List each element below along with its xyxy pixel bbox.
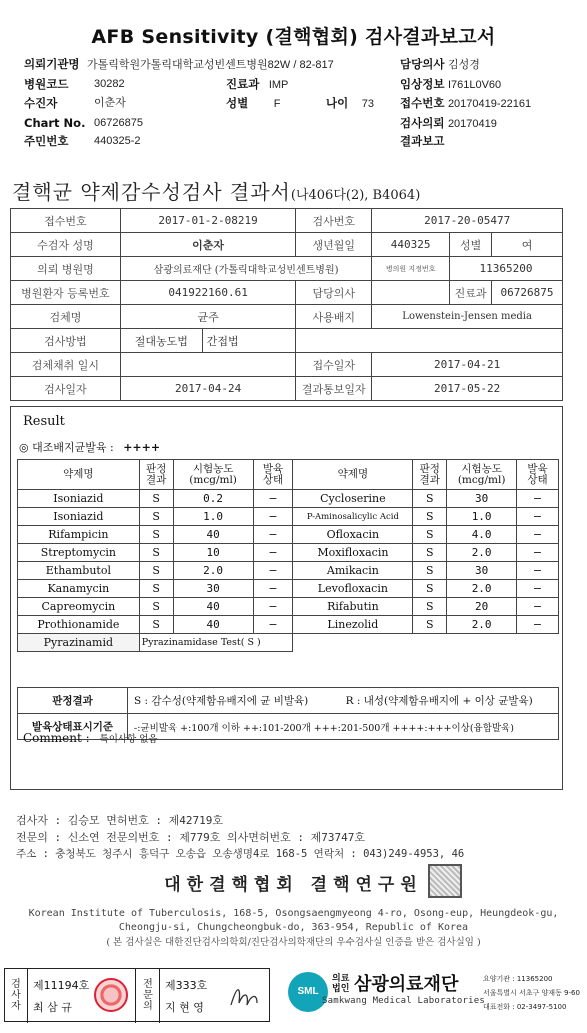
table-row (18, 562, 559, 580)
table-row (18, 526, 559, 544)
cell-label: 결과통보일자 (296, 377, 372, 401)
cell-method-2: 간접법 (202, 329, 296, 353)
drug-name: Ethambutol (18, 562, 140, 580)
org-contact (483, 972, 580, 1014)
header-drug: 약제명 (293, 460, 413, 490)
drug-result: S (413, 616, 447, 634)
specialist-license: 제333호 (165, 979, 208, 992)
drug-concentration: 2.0 (447, 580, 517, 598)
cell-label: 수검자 성명 (11, 233, 121, 257)
result-heading: Result (23, 414, 65, 429)
table-row (18, 598, 559, 616)
institute-seal (428, 864, 462, 898)
cell-hospital: 삼광의료재단 (가톨릭대학교성빈센트병원) (120, 257, 371, 281)
cell-label: 담당의사 (296, 281, 372, 305)
certification-note: ( 본 검사실은 대한진단검사의학회/진단검사의학재단의 우수검사실 인증을 받은 검사실임 ) (106, 937, 481, 948)
institute-name: 대한결핵협회 결핵연구원 (164, 875, 423, 895)
drug-result: S (413, 598, 447, 616)
cell-media: Lowenstein-Jensen media (372, 305, 563, 329)
drug-name: Kanamycin (18, 580, 140, 598)
org-address: 서울특별시 서초구 양재동 9-60 (483, 989, 580, 997)
label-hospital-code: 병원코드 (24, 77, 69, 91)
label-sex: 성별 (226, 96, 249, 110)
drug-result: S (413, 544, 447, 562)
cell-label: 생년월일 (296, 233, 372, 257)
cell-report: 2017-05-22 (372, 377, 563, 401)
examiner-license: 제11194호 (33, 979, 90, 992)
drug-rows (18, 490, 559, 652)
label-requesting-institution: 의뢰기관명 (24, 57, 80, 71)
drug-concentration: 40 (173, 598, 253, 616)
hospital-code: 30282 (94, 78, 125, 90)
drug-growth: − (253, 490, 293, 508)
drug-result: S (413, 490, 447, 508)
drug-growth: − (253, 526, 293, 544)
drug-name: Isoniazid (18, 490, 140, 508)
cell-label: 접수번호 (11, 209, 121, 233)
cell-label: 성별 (450, 233, 492, 257)
header-drug: 약제명 (18, 460, 140, 490)
pyrazinamidase-test: Pyrazinamidase Test( S ) (139, 634, 293, 652)
info-row-5-right (400, 134, 444, 149)
info-row-2-right (400, 77, 501, 92)
table-row (18, 508, 559, 526)
judge-s: S : 감수성(약제함유배지에 균 비발육) (134, 695, 309, 707)
header-judge: 판정 결과 (413, 460, 447, 490)
drug-name: Levofloxacin (293, 580, 413, 598)
empty-cell (293, 634, 559, 652)
growth-label: 발육상태표시기준 (18, 714, 128, 740)
patient-info-table (10, 208, 563, 401)
drug-growth: − (253, 616, 293, 634)
cell-label: 검체채취 일시 (11, 353, 121, 377)
label-receipt-no: 접수번호 (400, 96, 445, 110)
cell-label: 검사번호 (296, 209, 372, 233)
judge-r: R : 내성(약제함유배지에 + 이상 균발육) (345, 695, 533, 707)
header-growth: 발육 상태 (253, 460, 293, 490)
header-judge: 판정 결과 (139, 460, 173, 490)
table-row (18, 616, 559, 634)
resident-no: 440325-2 (94, 135, 141, 147)
cell-dob: 440325 (372, 233, 450, 257)
cell-label: 병원환자 등록번호 (11, 281, 121, 305)
drug-name: Moxifloxacin (293, 544, 413, 562)
cell-test: 2017-04-24 (120, 377, 295, 401)
drug-name: Streptomycin (18, 544, 140, 562)
table-row (18, 580, 559, 598)
drug-concentration: 0.2 (173, 490, 253, 508)
drug-growth: − (253, 508, 293, 526)
header-growth: 발육 상태 (517, 460, 559, 490)
drug-name: Capreomycin (18, 598, 140, 616)
drug-concentration: 10 (173, 544, 253, 562)
drug-result: S (413, 526, 447, 544)
cell-label: 의뢰 병원명 (11, 257, 121, 281)
dept: IMP (268, 79, 289, 91)
drug-concentration: 1.0 (173, 508, 253, 526)
drug-name: Pyrazinamid (18, 634, 140, 652)
report-title: AFB Sensitivity (결핵협회) 검사결과보고서 (91, 26, 496, 48)
receipt-no: 20170419-22161 (447, 98, 532, 110)
doctor-name: 김성경 (447, 59, 480, 71)
doc-title (12, 176, 420, 205)
drug-growth: − (517, 508, 559, 526)
label-patient: 수진자 (24, 96, 58, 110)
doc-title-text: 결핵균 약제감수성검사 결과서 (12, 180, 291, 204)
doc-title-code: (나406다(2), B4064) (290, 188, 421, 203)
divider (27, 969, 28, 1023)
cell-recollect (120, 353, 295, 377)
scanned-report (8, 170, 579, 1028)
table-row (18, 490, 559, 508)
comment-label: Comment : (23, 731, 90, 745)
chart-no: 06726875 (94, 117, 143, 129)
drug-growth: − (517, 562, 559, 580)
info-row-2 (24, 77, 125, 92)
drug-name: Rifabutin (293, 598, 413, 616)
cell-patient: 이춘자 (120, 233, 295, 257)
cell-label: 진료과 (450, 281, 492, 305)
cell-dept: 06726875 (492, 281, 563, 305)
drug-name: P-Aminosalicylic Acid (293, 508, 413, 526)
signature-strip (4, 968, 270, 1022)
info-row-3-right (400, 96, 531, 111)
cell-label: 접수일자 (296, 353, 372, 377)
label-result-report: 결과보고 (400, 134, 445, 148)
cell-hosp-no: 11365200 (450, 257, 563, 281)
specialist-name: 지 현 영 (165, 1001, 204, 1014)
drug-name: Prothionamide (18, 616, 140, 634)
drug-growth: − (253, 580, 293, 598)
drug-result: S (139, 562, 173, 580)
institute-address-en-2: Cheongju-si, Chungcheongbuk-do, 363-954, Republic of Korea (118, 922, 469, 933)
drug-result: S (139, 490, 173, 508)
drug-growth: − (253, 544, 293, 562)
drug-name: Linezolid (293, 616, 413, 634)
drug-concentration: 4.0 (447, 526, 517, 544)
cell-label: 검체명 (11, 305, 121, 329)
header-conc: 시험농도 (mcg/ml) (447, 460, 517, 490)
drug-concentration: 2.0 (447, 544, 517, 562)
label-age: 나이 (326, 96, 349, 110)
drug-result: S (139, 598, 173, 616)
growth-legend: -:균비발육 +:100개 이하 ++:101-200개 +++:201-500개 ++++:+++이상(융합발육) (128, 714, 559, 740)
drug-concentration: 40 (173, 616, 253, 634)
cell-method-1: 절대농도법 (120, 329, 202, 353)
drug-growth: − (517, 544, 559, 562)
org-phone: 대표전화 : 02-3497-5100 (483, 1003, 567, 1011)
drug-result: S (139, 616, 173, 634)
info-row-4-right (400, 116, 497, 131)
org-type: 의료 법인 (332, 974, 350, 994)
info-sex (226, 96, 280, 111)
examiner-stamp (94, 978, 128, 1012)
cell-receipt-no: 2017-01-2-08219 (120, 209, 295, 233)
label-clinical-info: 임상정보 (400, 77, 445, 91)
cell-specimen: 균주 (120, 305, 295, 329)
culture-label: ◎ 대조배지균발육 : (19, 441, 114, 454)
org-code: 요양기관 : 11365200 (483, 975, 553, 983)
cell-exam-no: 2017-20-05477 (372, 209, 563, 233)
drug-concentration: 30 (173, 580, 253, 598)
drug-result: S (413, 580, 447, 598)
drug-growth: − (517, 616, 559, 634)
specialist-line: 전문의 : 신소연 전문의번호 : 제779호 의사면허번호 : 제73747호 (16, 831, 365, 844)
drug-concentration: 1.0 (447, 508, 517, 526)
cell-label: 사용배지 (296, 305, 372, 329)
drug-result: S (139, 580, 173, 598)
judge-legend (128, 688, 559, 714)
info-row-4 (24, 116, 143, 131)
label-dept: 진료과 (226, 77, 260, 91)
label-request-date: 검사의뢰 (400, 116, 445, 130)
lab-organization (288, 972, 583, 1018)
clinical-info: I761L0V60 (447, 79, 502, 91)
comment (23, 731, 158, 745)
drug-name: Isoniazid (18, 508, 140, 526)
susceptibility-table (17, 459, 559, 652)
comment-text: 특이사항 없음 (99, 734, 158, 745)
divider (135, 969, 136, 1023)
cell-reg: 041922160.61 (120, 281, 295, 305)
drug-concentration: 20 (447, 598, 517, 616)
drug-name: Ofloxacin (293, 526, 413, 544)
divider (159, 969, 160, 1023)
org-name: 삼광의료재단 (354, 974, 459, 995)
drug-name: Cycloserine (293, 490, 413, 508)
drug-concentration: 30 (447, 490, 517, 508)
label-chart-no: Chart No. (24, 116, 86, 130)
drug-growth: − (517, 580, 559, 598)
institute-address-en-1: Korean Institute of Tuberculosis, 168-5, Osongsaengmyeong 4-ro, Osong-eup, Heungdeok-gu, (28, 908, 559, 919)
drug-result: S (139, 526, 173, 544)
examiner-line: 검사자 : 김승모 면허번호 : 제42719호 (16, 814, 223, 827)
cell-label: 검사일자 (11, 377, 121, 401)
drug-growth: − (517, 490, 559, 508)
drug-result: S (413, 562, 447, 580)
drug-result: S (139, 544, 173, 562)
drug-growth: − (253, 562, 293, 580)
info-row-3 (24, 96, 126, 111)
sex: F (273, 98, 281, 110)
cell-empty (296, 329, 563, 353)
examiner-name: 최 삼 규 (33, 1001, 72, 1014)
table-row (18, 544, 559, 562)
address-line: 주소 : 충청북도 청주시 흥덕구 오송읍 오송생명4로 168-5 연락처 : 043)249-4953, 46 (16, 848, 465, 860)
drug-concentration: 30 (447, 562, 517, 580)
info-age (326, 96, 374, 111)
cell-doctor (372, 281, 450, 305)
request-date: 20170419 (447, 118, 497, 130)
drug-growth: − (517, 526, 559, 544)
table-row-pyrazinamide (18, 634, 559, 652)
org-name-en: Samkwang Medical Laboratories (322, 996, 485, 1006)
label-examiner: 검 사 자 (11, 979, 21, 1012)
drug-concentration: 40 (173, 526, 253, 544)
drug-result: S (139, 508, 173, 526)
drug-growth: − (517, 598, 559, 616)
label-specialist: 전 문 의 (143, 979, 153, 1012)
judge-label: 판정결과 (18, 688, 128, 714)
info-dept (226, 77, 288, 92)
patient-name: 이춘자 (94, 97, 126, 109)
label-doctor: 담당의사 (400, 57, 445, 71)
cell-label: 병의원 지정번호 (372, 257, 450, 281)
drug-concentration: 2.0 (447, 616, 517, 634)
label-resident-no: 주민번호 (24, 134, 69, 148)
age: 73 (361, 98, 374, 110)
requesting-institution: 가톨릭학원가톨릭대학교성빈센트병원82W / 82-817 (87, 59, 334, 71)
header-conc: 시험농도 (mcg/ml) (173, 460, 253, 490)
drug-name: Amikacin (293, 562, 413, 580)
drug-name: Rifampicin (18, 526, 140, 544)
result-box (10, 406, 563, 790)
sml-logo-icon: SML (288, 972, 328, 1012)
drug-concentration: 2.0 (173, 562, 253, 580)
specialist-signature (227, 979, 261, 1013)
cell-label: 검사방법 (11, 329, 121, 353)
info-row-5 (24, 134, 141, 149)
culture-growth (19, 439, 160, 455)
culture-value: ++++ (123, 441, 161, 454)
info-row-1-right (400, 57, 480, 72)
drug-growth: − (253, 598, 293, 616)
info-row-1 (24, 57, 334, 72)
cell-sex: 여 (492, 233, 563, 257)
cell-recv: 2017-04-21 (372, 353, 563, 377)
drug-result: S (413, 508, 447, 526)
